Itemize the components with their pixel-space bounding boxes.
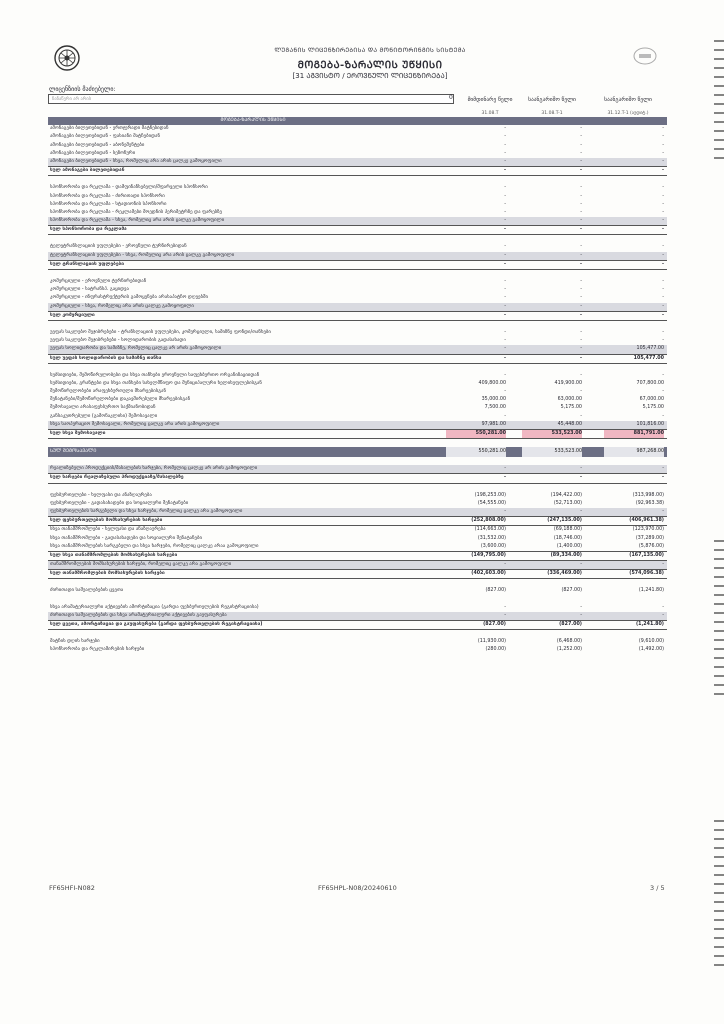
table-row	[48, 380, 667, 388]
row-label: ᲡᲣᲚ ᲨᲔᲛᲝᲡᲐᲕᲐᲚᲘ	[50, 449, 97, 455]
row-value-v3: 67,000.00	[639, 397, 664, 403]
table-row	[48, 404, 667, 412]
row-value-v3: 987,268.00	[604, 447, 664, 457]
row-value-v2: 419,900.00	[554, 380, 582, 386]
row-value-v3: 101,816.00	[636, 421, 664, 427]
row-value-v2: -	[580, 413, 582, 419]
row-label: შემოწირულობები არაფეხბურთული მხარეებისგან	[50, 389, 166, 395]
row-value-v3: -	[662, 604, 664, 610]
page-title: ᲛᲝᲒᲔᲑᲐ-ᲖᲐᲠᲐᲚᲘᲡ ᲣᲬᲧᲘᲡᲘ	[297, 60, 443, 71]
row-label: კომერციული - ინფრასტრუქტურის გამოყენება არასაპატჩო დღეებში	[50, 295, 208, 301]
row-value-v1: (149,795.00)	[446, 552, 506, 561]
table-row	[48, 421, 667, 429]
scan-edge	[714, 820, 724, 970]
row-label: სულ ხარჯები რეალიზებული პროდუქციაზე/მასალებზე	[50, 475, 184, 481]
table-row	[48, 508, 667, 516]
table-row	[48, 133, 667, 141]
row-value-v2: (336,469.00)	[522, 570, 582, 579]
row-value-v2: (827.00)	[522, 621, 582, 630]
row-value-v3: (1,492.00)	[638, 647, 664, 653]
row-value-v1: (54,555.00)	[477, 500, 506, 506]
table-row	[48, 217, 667, 225]
row-value-v3: (406,961.38)	[604, 517, 664, 526]
row-value-v1: -	[504, 329, 506, 335]
row-value-v1: 550,281.00	[446, 447, 506, 457]
row-label: სპონსორობა და რეკლამა - რეკლამები მოედნის პერიმეტრზე და ფარებზე	[50, 209, 222, 215]
footer-form-code: FF65HFI-N082	[49, 884, 95, 892]
row-label: განსაკუთრებული (გამონაკლისი) შემოსავალი	[50, 413, 158, 419]
row-value-v2: (1,252.00)	[556, 647, 582, 653]
spacer-row	[48, 321, 667, 329]
row-value-v1: -	[504, 346, 506, 352]
spacer-row	[48, 364, 667, 372]
row-value-v3: 105,477.00	[604, 355, 664, 364]
footer-version: FF65HPL-N08/20240610	[318, 884, 397, 892]
federation-logo-icon	[54, 45, 80, 71]
table-row	[48, 587, 667, 595]
applicant-field[interactable]: ჩანაწერი არ არის	[48, 94, 454, 104]
row-label: ამონაგები ბილეთებიდან - აბონემენტები	[50, 142, 145, 148]
row-value-v1: -	[446, 474, 506, 483]
table-row	[48, 372, 667, 380]
row-value-v3: -	[604, 167, 664, 176]
column-date-current: 31.08.T	[481, 111, 499, 116]
row-value-v3: (167,135.00)	[604, 552, 664, 561]
applicant-counter: 0	[449, 94, 453, 101]
spacer-row	[48, 596, 667, 604]
row-value-v1: -	[504, 209, 506, 215]
row-value-v3: -	[662, 612, 664, 618]
applicant-label: ლიცენზიის მაძიებელი:	[49, 86, 116, 93]
row-value-v3: 5,175.00	[642, 405, 664, 411]
row-value-v2: -	[522, 355, 582, 364]
table-row	[48, 243, 667, 251]
row-value-v3: (37,289.00)	[635, 535, 664, 541]
row-value-v1: -	[504, 244, 506, 250]
row-value-v1: -	[504, 252, 506, 258]
row-value-v2: -	[580, 126, 582, 132]
row-value-v3: -	[662, 201, 664, 207]
row-value-v3: -	[662, 338, 664, 344]
row-value-v3: -	[662, 185, 664, 191]
table-row	[48, 612, 667, 620]
row-value-v2: -	[580, 252, 582, 258]
row-label: ფეხბურთელები - გადასახადები და სოციალური შენატანები	[50, 500, 189, 506]
row-value-v2: 533,523.00	[522, 430, 582, 439]
row-label: სულ სპონსორობა და რეკლამა	[50, 227, 127, 233]
table-row	[48, 201, 667, 209]
row-label: კომერციული - ეროვნული ტურნირებიდან	[50, 279, 147, 284]
row-value-v1: (3,600.00)	[480, 543, 506, 549]
row-value-v1: 409,800.00	[478, 380, 506, 386]
table-row	[48, 311, 667, 321]
row-value-v3: -	[662, 389, 664, 395]
row-value-v3: (92,963.38)	[635, 500, 664, 506]
row-value-v3: -	[662, 209, 664, 215]
row-value-v3: (1,241.80)	[604, 621, 664, 630]
row-value-v3: -	[662, 193, 664, 199]
row-value-v1: (280.00)	[485, 647, 506, 653]
spacer-row	[48, 176, 667, 184]
row-label: სპონსორობა და რეკლამა - დამფინანსებელი/მფარველი სპონსორი	[50, 185, 208, 191]
row-value-v3: -	[662, 158, 664, 164]
table-row	[48, 329, 667, 337]
table-row	[48, 158, 667, 166]
row-value-v2: -	[522, 261, 582, 270]
spacer-row	[48, 630, 667, 638]
row-value-v1: -	[504, 287, 506, 293]
row-label: სულ ფეხბურთელების მომსახურების ხარჯები	[50, 518, 163, 524]
row-value-v1: (402,603.00)	[446, 570, 506, 579]
row-value-v2: (18,746.00)	[553, 535, 582, 541]
row-label: სუბსიდიები, შემოწირულობები და სხვა თანხები ეროვნული საფეხბურთო ორგანიზაციიდან	[50, 372, 260, 378]
table-row	[48, 561, 667, 569]
row-value-v2: -	[522, 312, 582, 321]
row-label: სხვა თანამშრომლების სარგებელი და სხვა ხარჯები, რომელიც ცალკე არაა გამოყოფილი	[50, 543, 259, 549]
table-row	[48, 465, 667, 473]
row-value-v3: (123,970.00)	[632, 527, 664, 533]
row-label: უეფას საკლუბო შეჯიბრებები - სოლიდარობის გადასახადი	[50, 338, 186, 344]
row-value-v1: -	[504, 193, 506, 199]
table-row	[48, 604, 667, 612]
row-value-v2: -	[580, 279, 582, 284]
row-label: ძირითადი საშუალებების და სხვა არამატერიალური აქტივების გაუფასურება	[50, 612, 227, 618]
row-value-v1: (114,663.00)	[474, 527, 506, 533]
table-row	[48, 413, 667, 421]
row-value-v1: (827.00)	[446, 621, 506, 630]
spacer-row	[48, 439, 667, 447]
row-value-v2: -	[580, 287, 582, 293]
row-value-v2: -	[580, 604, 582, 610]
table-row	[48, 294, 667, 302]
spacer-row	[48, 484, 667, 492]
row-value-v1: -	[504, 413, 506, 419]
row-label: უეფას სოლიდარობა და სამიზნე, რომელიც ცალკე არ არის გამოყოფილი	[50, 346, 222, 352]
row-value-v3: -	[662, 218, 664, 224]
table-row	[48, 535, 667, 543]
row-label: სუბსიდიები, გრანტები და სხვა თანხები სახელმწიფო და მუნიციპალური ხელისუფლებისგან	[50, 380, 262, 386]
row-value-v3: -	[662, 329, 664, 335]
row-label: მატჩის დღის ხარჯები	[50, 639, 100, 645]
row-value-v3: -	[662, 303, 664, 309]
table-row	[48, 620, 667, 630]
row-value-v3: -	[662, 142, 664, 148]
row-value-v2: -	[580, 244, 582, 250]
row-value-v2: -	[580, 193, 582, 199]
row-value-v1: 97,981.00	[481, 421, 506, 427]
table-row	[48, 447, 667, 457]
row-value-v1: (198,253.00)	[474, 492, 506, 498]
row-value-v1: -	[504, 279, 506, 284]
row-value-v3: -	[604, 312, 664, 321]
column-date-prior: 31.08.T-1	[541, 111, 563, 116]
row-label: ძირითადი საშუალებების ცვეთა	[50, 588, 124, 594]
table-row	[48, 345, 667, 353]
row-value-v1: -	[504, 508, 506, 514]
row-label: სპონსორობა და რეკლამირების ხარჯები	[50, 647, 145, 653]
row-value-v2: 5,175.00	[560, 405, 582, 411]
table-row	[48, 543, 667, 551]
table-row	[48, 142, 667, 150]
row-label: ფეხბურთელები - ხელფასი და ანაზღაურება	[50, 492, 152, 498]
row-label: ტელეტრანსლაციის უფლებები - სხვა, რომელიც არა არის ცალკე გამოყოფილი	[50, 252, 235, 258]
row-value-v2: (89,334.00)	[522, 552, 582, 561]
table-row	[48, 278, 667, 286]
table-row	[48, 286, 667, 294]
table-row	[48, 388, 667, 396]
row-label: შემოსავალი არასაფეხბურთო საქმიანობიდან	[50, 405, 156, 411]
row-label: სპონსორობა და რეკლამა - სხვა, რომელიც არა არის ცალკე გამოყოფილი	[50, 218, 225, 224]
table-row	[48, 526, 667, 534]
row-label: რეალიზებული პროდუქციის/მასალების ხარჯები, რომელიც ცალკე არ არის გამოყოფილი	[50, 466, 258, 472]
row-value-v3: (574,096.38)	[604, 570, 664, 579]
row-value-v1: 7,500.00	[484, 405, 506, 411]
row-value-v2: (1,400.00)	[556, 543, 582, 549]
row-value-v2: -	[580, 612, 582, 618]
row-value-v3: -	[662, 287, 664, 293]
row-value-v1: -	[504, 389, 506, 395]
row-value-v3: 707,800.00	[636, 380, 664, 386]
row-label: კომერციული - სატრანსპ. გაყიდვა	[50, 287, 129, 293]
table-row	[48, 166, 667, 176]
row-value-v1: -	[504, 201, 506, 207]
income-expense-table	[48, 117, 667, 655]
row-value-v1: 35,000.00	[481, 397, 506, 403]
row-value-v2: (827.00)	[561, 588, 582, 594]
spacer-row	[48, 235, 667, 243]
row-value-v3: (1,241.80)	[638, 588, 664, 594]
row-value-v3: -	[662, 295, 664, 301]
table-row	[48, 150, 667, 158]
row-value-v1: (252,808.00)	[446, 517, 506, 526]
row-value-v1: -	[504, 562, 506, 568]
row-value-v2: -	[580, 508, 582, 514]
section-header	[48, 117, 667, 125]
row-value-v2: -	[580, 346, 582, 352]
header-line-1: ᲚᲣᲒᲐᲜᲘᲡ ᲚᲘᲪᲔᲜᲖᲘᲠᲔᲑᲘᲡᲐ ᲓᲐ ᲛᲝᲜᲘᲢᲝᲠᲘᲜᲒᲘᲡ ᲡᲘᲡᲢᲔᲛᲐ	[274, 47, 466, 54]
row-value-v2: -	[580, 389, 582, 395]
table-row	[48, 551, 667, 561]
row-value-v2: (6,468.00)	[556, 639, 582, 645]
row-value-v2: -	[580, 158, 582, 164]
column-header-prior: საანგარიშო წელი	[528, 97, 576, 103]
table-row	[48, 638, 667, 646]
row-label: ამონაგები ბილეთებიდან - სხვა, რომელიც არა არის ცალკე გამოყოფილი	[50, 158, 222, 164]
row-value-v3: -	[604, 474, 664, 483]
row-value-v3: -	[604, 226, 664, 235]
row-value-v1: -	[504, 158, 506, 164]
row-value-v3: -	[662, 562, 664, 568]
column-header-audited: საანგარიშო წელი	[604, 97, 652, 103]
row-value-v1: -	[504, 604, 506, 610]
row-label: ფეხბურთელების სარგებელი და სხვა ხარჯები, რომელიც ცალკე არა გამოყოფილი	[50, 508, 243, 514]
row-value-v2: -	[580, 142, 582, 148]
row-label: ამონაგები ბილეთებიდან - სეზონური	[50, 150, 136, 156]
row-label: სპონსორობა და რეკლამა - ძირითადი სპონსორი	[50, 193, 165, 199]
row-value-v2: -	[580, 466, 582, 472]
row-value-v1: -	[504, 612, 506, 618]
row-value-v2: -	[522, 474, 582, 483]
row-value-v2: -	[580, 372, 582, 378]
table-row	[48, 473, 667, 483]
row-value-v3: -	[662, 466, 664, 472]
row-value-v3: -	[662, 252, 664, 258]
table-row	[48, 337, 667, 345]
row-label: სულ სხვა თანამშრომლების მომსახურების ხარჯები	[50, 552, 178, 558]
row-value-v1: -	[446, 226, 506, 235]
row-label: სულ უეფას სოლიდარობის და სამიზნე თანხა	[50, 355, 162, 361]
spacer-row	[48, 579, 667, 587]
row-value-v1: -	[446, 261, 506, 270]
row-value-v2: 533,523.00	[522, 447, 582, 457]
row-label: სხვა არამატერიალური აქტივების ამორტიზაცია (გარდა ფეხბურთელების რეგისტრაციისა)	[50, 604, 259, 610]
stamp-icon	[632, 46, 658, 66]
row-value-v2: -	[580, 338, 582, 344]
row-value-v1: -	[504, 126, 506, 132]
row-value-v3: -	[662, 508, 664, 514]
table-row	[48, 184, 667, 192]
row-value-v1: -	[504, 185, 506, 191]
table-row	[48, 193, 667, 201]
row-value-v1: -	[446, 167, 506, 176]
row-label: თანამშრომლების მომსახურების ხარჯები, რომელიც ცალკე არა გამოყოფილი	[50, 562, 232, 568]
row-value-v2: (69,188.00)	[553, 527, 582, 533]
row-value-v1: (11,930.00)	[477, 639, 506, 645]
table-row	[48, 303, 667, 311]
row-label: უეფას საკლუბო შეჯიბრებები - ტრანსლაციის უფლებები, კომერციული, სამიზნე ფონდი/თანხები	[50, 329, 271, 335]
table-row	[48, 225, 667, 235]
column-date-audited: 31.12.T-1 (აუდიტ.)	[607, 111, 649, 116]
row-value-v2: -	[580, 150, 582, 156]
row-label: სულ სხვა შემოსავალი	[50, 431, 106, 436]
row-value-v3: (9,610.00)	[638, 639, 664, 645]
row-value-v2: -	[580, 185, 582, 191]
row-value-v2: -	[580, 303, 582, 309]
row-value-v3: (313,998.00)	[632, 492, 664, 498]
row-label: ტელეტრანსლაციის უფლებები - ეროვნული ტურნირებიდან	[50, 244, 187, 250]
table-row	[48, 354, 667, 364]
row-value-v3: -	[662, 413, 664, 419]
row-label: სპონსორობა და რეკლამა - სტადიონის სპონსორი	[50, 201, 167, 207]
table-row	[48, 125, 667, 133]
row-label: სხვა თანამშრომლები - ხელფასი და ანაზღაურება	[50, 527, 166, 533]
table-row	[48, 569, 667, 579]
table-row	[48, 492, 667, 500]
table-row	[48, 260, 667, 270]
row-value-v2: -	[580, 218, 582, 224]
row-value-v1: -	[504, 372, 506, 378]
row-value-v1: 550,281.00	[446, 430, 506, 439]
row-value-v3: -	[662, 150, 664, 156]
row-value-v1: -	[446, 312, 506, 321]
row-label: სულ კომერციული	[50, 312, 95, 318]
row-value-v1: (827.00)	[485, 588, 506, 594]
row-label: სულ თანამშრომლების მომსახურების ხარჯები	[50, 571, 165, 577]
scan-edge	[714, 540, 724, 700]
row-value-v1: -	[446, 355, 506, 364]
row-value-v1: -	[504, 338, 506, 344]
row-label: სულ ამონაგები ბილეთებიდან	[50, 168, 125, 174]
row-label: სულ ცვეთა, ამორტიზაცია და გაუფასურება (გარდა ფეხბურთელების რეგისტრაციისა)	[50, 622, 263, 627]
row-value-v2: -	[580, 134, 582, 140]
row-value-v3: 881,791.00	[604, 430, 664, 439]
spacer-row	[48, 270, 667, 278]
row-value-v1: -	[504, 142, 506, 148]
row-value-v2: 63,000.00	[557, 397, 582, 403]
row-value-v1: -	[504, 295, 506, 301]
row-value-v2: -	[580, 562, 582, 568]
table-row	[48, 209, 667, 217]
row-value-v2: 45,448.00	[557, 421, 582, 427]
table-row	[48, 516, 667, 526]
table-row	[48, 429, 667, 439]
row-label: კომერციული - სხვა, რომელიც არა არის ცალკე გამოყოფილი	[50, 303, 194, 309]
row-value-v3: 105,477.00	[636, 346, 664, 352]
table-row	[48, 396, 667, 404]
header-period: [31 ᲐᲒᲕᲘᲡᲢᲝ / ᲔᲠᲝᲕᲜᲣᲚᲘ ᲚᲘᲪᲔᲜᲖᲘᲠᲔᲑᲐ]	[292, 72, 448, 80]
row-label: შენატანები/შემოწირულობები დაკავშირებული მხარეებისგან	[50, 397, 191, 403]
row-value-v1: -	[504, 303, 506, 309]
row-value-v1: -	[504, 134, 506, 140]
row-label: ᲛᲝᲒᲔᲑᲐ-ᲖᲐᲠᲐᲚᲘᲡ ᲣᲬᲧᲘᲡᲘ	[220, 118, 286, 123]
row-value-v2: -	[522, 226, 582, 235]
row-label: სხვა საოპერაციო შემოსავალი, რომელიც ცალკე არა არის გამოყოფილი	[50, 421, 220, 427]
row-value-v2: (52,713.00)	[553, 500, 582, 506]
row-value-v2: -	[580, 209, 582, 215]
row-value-v3: -	[604, 261, 664, 270]
row-value-v2: -	[580, 295, 582, 301]
row-value-v1: -	[504, 218, 506, 224]
row-value-v1: -	[504, 466, 506, 472]
scan-edge	[714, 40, 724, 160]
row-value-v3: -	[662, 244, 664, 250]
row-value-v2: (247,135.00)	[522, 517, 582, 526]
table-row	[48, 646, 667, 654]
row-label: ამონაგები ბილეთებიდან - ფასიანი მატჩებიდან	[50, 134, 160, 140]
table-row	[48, 500, 667, 508]
column-header-current: მიმდინარე წელი	[467, 97, 513, 103]
spacer-row	[48, 457, 667, 465]
row-value-v2: -	[522, 167, 582, 176]
row-value-v3: -	[662, 134, 664, 140]
row-value-v2: (194,422.00)	[550, 492, 582, 498]
row-value-v1: -	[504, 150, 506, 156]
page-number: 3 / 5	[650, 884, 665, 892]
row-label: სხვა თანამშრომლები - გადასახადები და სოციალური შენატანები	[50, 535, 202, 541]
row-label: ამონაგები ბილეთებიდან - ერთჯერადი მატჩებიდან	[50, 126, 169, 132]
row-label: სულ ტრანსლაციის უფლებები	[50, 261, 124, 267]
row-value-v2: -	[580, 329, 582, 335]
row-value-v2: -	[580, 201, 582, 207]
row-value-v3: -	[662, 126, 664, 132]
table-row	[48, 252, 667, 260]
row-value-v3: -	[662, 279, 664, 284]
row-value-v1: (31,532.00)	[477, 535, 506, 541]
row-value-v3: (5,876.00)	[638, 543, 664, 549]
row-value-v3: -	[662, 372, 664, 378]
